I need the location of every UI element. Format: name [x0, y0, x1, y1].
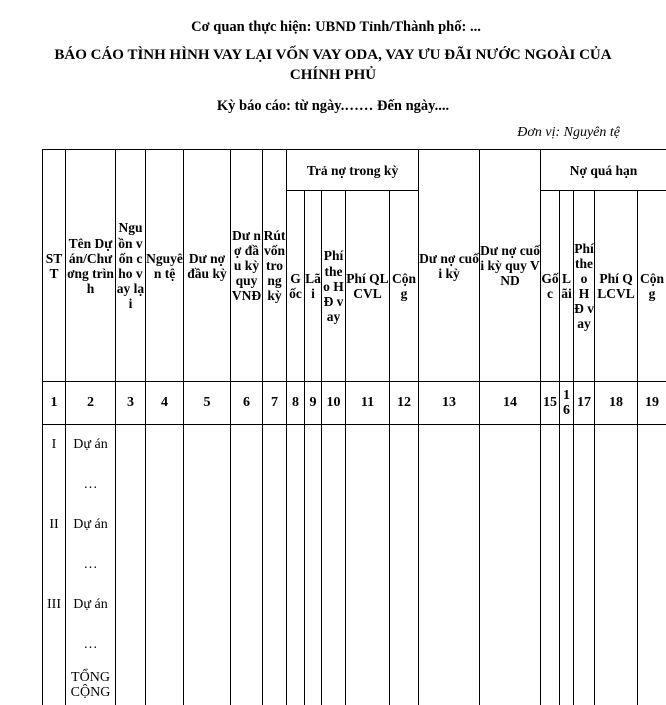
cell-16[interactable] [560, 585, 574, 625]
cell-18[interactable] [595, 545, 638, 585]
cell-10[interactable] [322, 425, 346, 466]
header-group-repayment-in-period: Trả nợ trong kỳ [287, 150, 419, 191]
colnum-19: 19 [638, 382, 666, 425]
header-col-14: Dư nợ cuối kỳ quy VND [480, 150, 541, 382]
cell-4[interactable] [146, 625, 184, 665]
header-col-7: Rút vốn trong kỳ [263, 150, 287, 382]
colnum-18: 18 [595, 382, 638, 425]
cell-13[interactable] [419, 545, 480, 585]
cell-19[interactable] [638, 665, 666, 705]
cell-15[interactable] [541, 665, 560, 705]
cell-3[interactable] [116, 465, 146, 505]
cell-4[interactable] [146, 465, 184, 505]
table-row[interactable] [43, 505, 666, 545]
unit-note: Đơn vị: Nguyên tệ [28, 125, 620, 141]
cell-12[interactable] [390, 505, 419, 545]
cell-15[interactable] [541, 465, 560, 505]
header-col-17: Phí theo HĐ vay [574, 191, 595, 382]
colnum-8: 8 [287, 382, 305, 425]
cell-11[interactable] [346, 585, 390, 625]
cell-18[interactable] [595, 585, 638, 625]
cell-14[interactable] [480, 465, 541, 505]
row-name: … [66, 625, 116, 665]
colnum-16: 16 [560, 382, 574, 425]
cell-17[interactable] [574, 585, 595, 625]
cell-7[interactable] [263, 625, 287, 665]
cell-3[interactable] [116, 625, 146, 665]
colnum-5: 5 [184, 382, 231, 425]
colnum-14: 14 [480, 382, 541, 425]
colnum-2: 2 [66, 382, 116, 425]
cell-14[interactable] [480, 625, 541, 665]
cell-15[interactable] [541, 505, 560, 545]
cell-6[interactable] [231, 625, 263, 665]
cell-17[interactable] [574, 505, 595, 545]
cell-19[interactable] [638, 505, 666, 545]
report-table [42, 149, 666, 705]
cell-15[interactable] [541, 425, 560, 466]
header-col-6: Dư nợ đầu kỳ quy VNĐ [231, 150, 263, 382]
cell-3[interactable] [116, 425, 146, 466]
header-col-19: Cộng [638, 191, 666, 382]
cell-6[interactable] [231, 465, 263, 505]
cell-6[interactable] [231, 665, 263, 705]
cell-17[interactable] [574, 625, 595, 665]
colnum-6: 6 [231, 382, 263, 425]
colnum-15: 15 [541, 382, 560, 425]
row-index: II [43, 505, 66, 545]
cell-6[interactable] [231, 505, 263, 545]
row-name: Dự án [66, 505, 116, 545]
row-name: Dự án [66, 585, 116, 625]
cell-5[interactable] [184, 545, 231, 585]
cell-13[interactable] [419, 465, 480, 505]
cell-12[interactable] [390, 625, 419, 665]
document-header [0, 0, 666, 141]
cell-14[interactable] [480, 425, 541, 466]
cell-8[interactable] [287, 425, 305, 466]
cell-18[interactable] [595, 465, 638, 505]
cell-19[interactable] [638, 425, 666, 466]
agency-line: Cơ quan thực hiện: UBND Tỉnh/Thành phố: ... [28, 18, 638, 36]
table-row[interactable] [43, 545, 666, 585]
cell-11[interactable] [346, 505, 390, 545]
cell-18[interactable] [595, 665, 638, 705]
cell-12[interactable] [390, 425, 419, 466]
header-col-4: Nguyên tệ [146, 150, 184, 382]
cell-9[interactable] [305, 545, 322, 585]
colnum-1: 1 [43, 382, 66, 425]
cell-4[interactable] [146, 545, 184, 585]
cell-8[interactable] [287, 505, 305, 545]
header-group-overdue-debt: Nợ quá hạn [541, 150, 666, 191]
row-name: Dự án [66, 425, 116, 466]
cell-8[interactable] [287, 585, 305, 625]
cell-7[interactable] [263, 665, 287, 705]
cell-15[interactable] [541, 625, 560, 665]
cell-16[interactable] [560, 545, 574, 585]
column-number-row [43, 382, 666, 425]
header-col-13: Dư nợ cuối kỳ [419, 150, 480, 382]
cell-19[interactable] [638, 625, 666, 665]
header-group-row [43, 150, 666, 191]
cell-16[interactable] [560, 665, 574, 705]
cell-12[interactable] [390, 545, 419, 585]
total-row-label: TỔNG CỘNG [66, 665, 116, 705]
cell-7[interactable] [263, 545, 287, 585]
cell-12[interactable] [390, 665, 419, 705]
row-name: … [66, 465, 116, 505]
cell-17[interactable] [574, 425, 595, 466]
cell-16[interactable] [560, 625, 574, 665]
cell-7[interactable] [263, 585, 287, 625]
cell-11[interactable] [346, 665, 390, 705]
colnum-17: 17 [574, 382, 595, 425]
cell-19[interactable] [638, 545, 666, 585]
header-col-10: Phí theo HĐ vay [322, 191, 346, 382]
row-index [43, 465, 66, 505]
cell-5[interactable] [184, 425, 231, 466]
cell-17[interactable] [574, 465, 595, 505]
cell-14[interactable] [480, 505, 541, 545]
cell-9[interactable] [305, 665, 322, 705]
header-col-8: Gốc [287, 191, 305, 382]
cell-19[interactable] [638, 585, 666, 625]
cell-13[interactable] [419, 425, 480, 466]
cell-13[interactable] [419, 665, 480, 705]
header-col-18: Phí QLCVL [595, 191, 638, 382]
cell-14[interactable] [480, 585, 541, 625]
cell-15[interactable] [541, 545, 560, 585]
cell-10[interactable] [322, 625, 346, 665]
cell-16[interactable] [560, 465, 574, 505]
cell-7[interactable] [263, 465, 287, 505]
cell-7[interactable] [263, 425, 287, 466]
cell-3[interactable] [116, 585, 146, 625]
header-col-16: Lãi [560, 191, 574, 382]
cell-13[interactable] [419, 625, 480, 665]
cell-6[interactable] [231, 425, 263, 466]
cell-9[interactable] [305, 465, 322, 505]
row-name: … [66, 545, 116, 585]
cell-10[interactable] [322, 665, 346, 705]
cell-8[interactable] [287, 545, 305, 585]
colnum-11: 11 [346, 382, 390, 425]
header-col-3: Nguồn vốn cho vay lại [116, 150, 146, 382]
colnum-7: 7 [263, 382, 287, 425]
cell-5[interactable] [184, 505, 231, 545]
cell-11[interactable] [346, 625, 390, 665]
header-col-2: Tên Dự án/Chương trình [66, 150, 116, 382]
cell-5[interactable] [184, 585, 231, 625]
cell-18[interactable] [595, 625, 638, 665]
cell-18[interactable] [595, 425, 638, 466]
cell-17[interactable] [574, 545, 595, 585]
cell-5[interactable] [184, 465, 231, 505]
cell-10[interactable] [322, 505, 346, 545]
cell-9[interactable] [305, 625, 322, 665]
cell-9[interactable] [305, 505, 322, 545]
row-index: I [43, 425, 66, 466]
cell-13[interactable] [419, 505, 480, 545]
header-col-11: Phí QLCVL [346, 191, 390, 382]
cell-4[interactable] [146, 665, 184, 705]
cell-3[interactable] [116, 665, 146, 705]
cell-11[interactable] [346, 425, 390, 466]
cell-6[interactable] [231, 545, 263, 585]
cell-6[interactable] [231, 585, 263, 625]
colnum-10: 10 [322, 382, 346, 425]
cell-10[interactable] [322, 545, 346, 585]
cell-16[interactable] [560, 505, 574, 545]
cell-10[interactable] [322, 585, 346, 625]
reporting-period-line: Kỳ báo cáo: từ ngày.…… Đến ngày.... [28, 97, 638, 115]
cell-14[interactable] [480, 665, 541, 705]
row-index [43, 625, 66, 665]
header-col-15: Gốc [541, 191, 560, 382]
header-col-1: STT [43, 150, 66, 382]
cell-18[interactable] [595, 505, 638, 545]
colnum-4: 4 [146, 382, 184, 425]
row-index [43, 665, 66, 705]
cell-5[interactable] [184, 665, 231, 705]
cell-5[interactable] [184, 625, 231, 665]
cell-12[interactable] [390, 585, 419, 625]
cell-9[interactable] [305, 425, 322, 466]
cell-3[interactable] [116, 545, 146, 585]
header-col-12: Cộng [390, 191, 419, 382]
colnum-9: 9 [305, 382, 322, 425]
cell-15[interactable] [541, 585, 560, 625]
colnum-13: 13 [419, 382, 480, 425]
cell-4[interactable] [146, 505, 184, 545]
cell-12[interactable] [390, 465, 419, 505]
header-col-5: Dư nợ đầu kỳ [184, 150, 231, 382]
table-row-total[interactable] [43, 665, 666, 705]
cell-17[interactable] [574, 665, 595, 705]
header-col-9: Lãi [305, 191, 322, 382]
table-row[interactable] [43, 465, 666, 505]
row-index: III [43, 585, 66, 625]
page-title: BÁO CÁO TÌNH HÌNH VAY LẠI VỐN VAY ODA, VAY ƯU ĐÃI NƯỚC NGOÀI CỦA CHÍNH PHỦ [42, 46, 624, 85]
cell-19[interactable] [638, 465, 666, 505]
cell-4[interactable] [146, 585, 184, 625]
cell-8[interactable] [287, 625, 305, 665]
colnum-12: 12 [390, 382, 419, 425]
cell-11[interactable] [346, 465, 390, 505]
cell-13[interactable] [419, 585, 480, 625]
cell-3[interactable] [116, 505, 146, 545]
cell-8[interactable] [287, 665, 305, 705]
cell-11[interactable] [346, 545, 390, 585]
cell-7[interactable] [263, 505, 287, 545]
colnum-3: 3 [116, 382, 146, 425]
table-row[interactable] [43, 625, 666, 665]
cell-4[interactable] [146, 425, 184, 466]
cell-8[interactable] [287, 465, 305, 505]
report-table-container [0, 149, 666, 705]
table-row[interactable] [43, 425, 666, 466]
cell-10[interactable] [322, 465, 346, 505]
cell-16[interactable] [560, 425, 574, 466]
table-row[interactable] [43, 585, 666, 625]
row-index [43, 545, 66, 585]
cell-14[interactable] [480, 545, 541, 585]
cell-9[interactable] [305, 585, 322, 625]
